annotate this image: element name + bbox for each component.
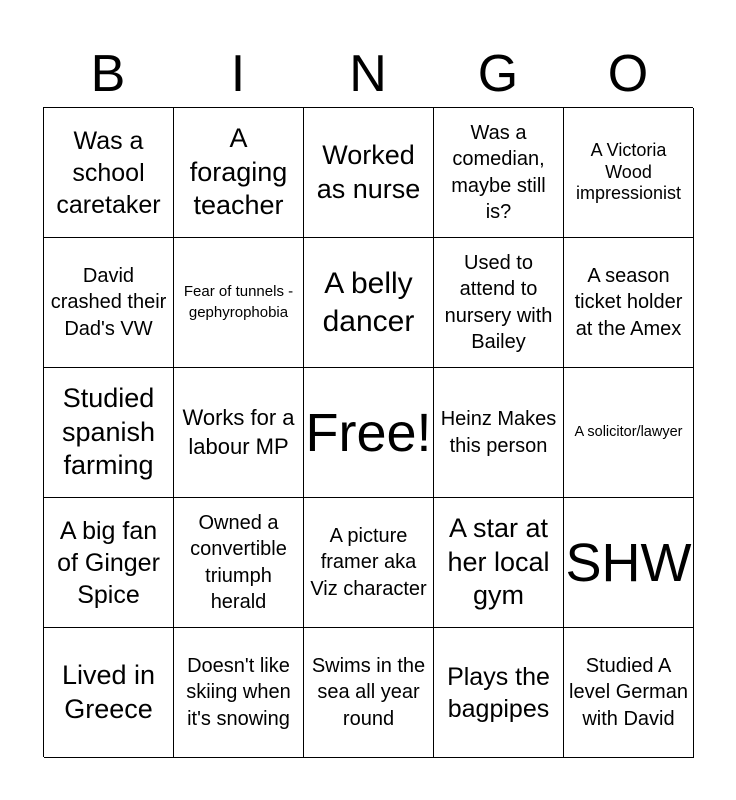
bingo-free-space: Free!	[304, 368, 434, 498]
header-letter-i: I	[230, 45, 246, 103]
bingo-cell: Doesn't like skiing when it's snowing	[174, 628, 304, 758]
header-letter-g: G	[477, 45, 519, 103]
bingo-cell: David crashed their Dad's VW	[44, 238, 174, 368]
bingo-cell: Fear of tunnels - gephyrophobia	[174, 238, 304, 368]
bingo-cell: Studied A level German with David	[564, 628, 694, 758]
header-letter-o: O	[607, 45, 649, 103]
bingo-cell: Works for a labour MP	[174, 368, 304, 498]
bingo-cell: A foraging teacher	[174, 108, 304, 238]
bingo-cell: A Victoria Wood impressionist	[564, 108, 694, 238]
bingo-cell: A big fan of Ginger Spice	[44, 498, 174, 628]
bingo-cell: Swims in the sea all year round	[304, 628, 434, 758]
bingo-cell: Used to attend to nursery with Bailey	[434, 238, 564, 368]
bingo-cell: Was a comedian, maybe still is?	[434, 108, 564, 238]
bingo-cell: A picture framer aka Viz character	[304, 498, 434, 628]
bingo-cell: Heinz Makes this person	[434, 368, 564, 498]
bingo-cell: A belly dancer	[304, 238, 434, 368]
bingo-cell: Plays the bagpipes	[434, 628, 564, 758]
bingo-cell: A star at her local gym	[434, 498, 564, 628]
bingo-cell: A season ticket holder at the Amex	[564, 238, 694, 368]
header-letter-n: N	[349, 45, 387, 103]
bingo-cell: A solicitor/lawyer	[564, 368, 694, 498]
header-letter-b: B	[90, 45, 126, 103]
bingo-header	[43, 40, 693, 108]
bingo-cell: Worked as nurse	[304, 108, 434, 238]
bingo-cell: Studied spanish farming	[44, 368, 174, 498]
bingo-cell: Owned a convertible triumph herald	[174, 498, 304, 628]
bingo-cell: Lived in Greece	[44, 628, 174, 758]
bingo-cell: Was a school caretaker	[44, 108, 174, 238]
bingo-card-grid	[43, 107, 693, 757]
bingo-cell: SHW	[564, 498, 694, 628]
